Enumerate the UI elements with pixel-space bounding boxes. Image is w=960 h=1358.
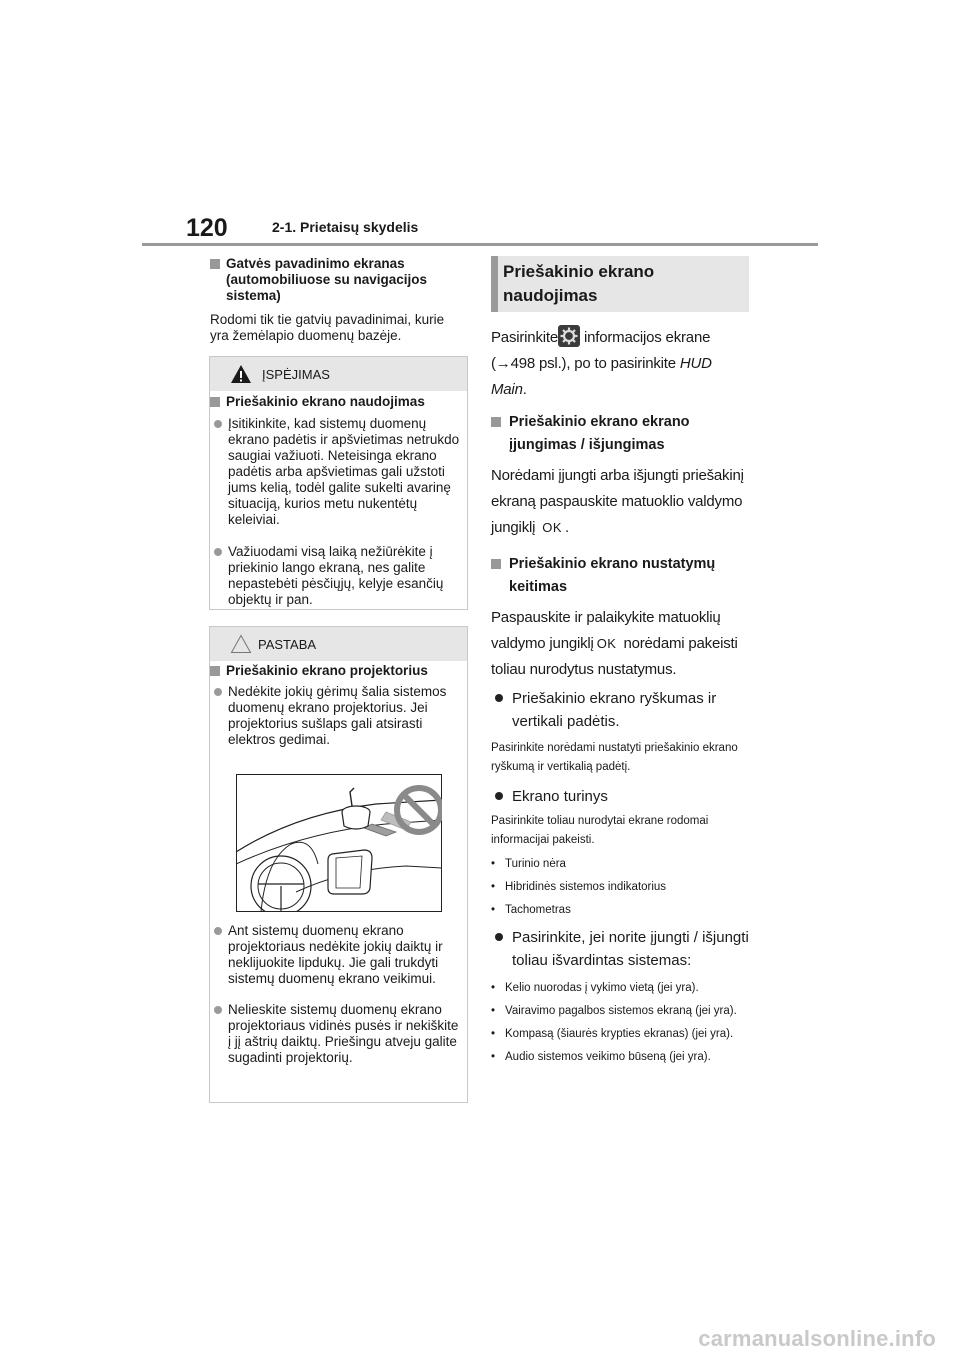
- ok-button-icon: OK: [542, 520, 563, 535]
- list-item: • Audio sistemos veikimo būseną (jei yra).: [491, 1051, 711, 1063]
- street-name-body: Rodomi tik tie gatvių pavadinimai, kurie yra žemėlapio duomenų bazėje.: [210, 312, 445, 343]
- warning-item: Važiuodami visą laiką nežiūrėkite į priekinio lango ekraną, nes galite nepastebėti pėsčiųjų, kelyje esančių objektų ir pan.: [210, 544, 460, 608]
- bullet-dot-icon: [214, 1006, 222, 1014]
- street-name-heading: Gatvės pavadinimo ekranas (automobiliuose su navigacijos sistema): [210, 256, 466, 304]
- square-bullet-icon: [210, 666, 220, 676]
- bullet-dot-icon: [214, 548, 222, 556]
- settings-text: Paspauskite ir palaikykite matuoklių valdymo jungiklį OK norėdami pakeisti toliau nurodytus nustatymus.: [491, 609, 738, 678]
- street-name-section: [210, 256, 466, 344]
- setting-item-systems: Pasirinkite, jei norite įjungti / išjungti toliau išvardintas sistemas:: [491, 926, 749, 972]
- intro-text: Pasirinkite informacijos ekrane (→498 psl.), po to pasirinkite HUD Main.: [491, 325, 749, 403]
- onoff-heading: Priešakinio ekrano ekrano įjungimas / išjungimas: [491, 411, 749, 457]
- warning-heading: Priešakinio ekrano naudojimas: [210, 394, 460, 410]
- section-title: 2-1. Prietaisų skydelis: [272, 219, 419, 235]
- notice-item: Nedėkite jokių gėrimų šalia sistemos duomenų ekrano projektorius. Jei projektorius sušlaps gali atsirasti elektros gedimai.: [210, 684, 460, 748]
- section-heading: Priešakinio ekrano naudojimas: [503, 262, 655, 305]
- right-body: [491, 325, 749, 1065]
- watermark: carmanualsonline.info: [698, 1326, 936, 1351]
- notice-heading: Priešakinio ekrano projektorius: [210, 663, 460, 679]
- warning-item: Įsitikinkite, kad sistemų duomenų ekrano padėtis ir apšvietimas netrukdo saugiai važiuoti. Neteisinga ekrano padėtis arba apšvietimas gali užstoti jums kelią, todėl galite sukelti avarinę situaciją, kurios metu nukentėtų keleiviai.: [210, 416, 460, 528]
- warning-box-header: [210, 357, 467, 391]
- warning-box: [209, 356, 468, 610]
- page-number: 120: [186, 214, 228, 242]
- content-note: Pasirinkite toliau nurodytai ekrane rodomai informacijai pakeisti.: [491, 815, 709, 846]
- content-options-list: [491, 856, 749, 918]
- bullet-dot-icon: [214, 420, 222, 428]
- square-bullet-icon: [491, 559, 501, 569]
- setting-item-content: Ekrano turinys: [491, 785, 749, 808]
- list-item: • Hibridinės sistemos indikatorius: [491, 881, 667, 893]
- list-item: • Turinio nėra: [491, 858, 566, 870]
- warning-triangle-icon: [230, 364, 252, 384]
- header-rule: [142, 243, 818, 246]
- square-bullet-icon: [210, 259, 220, 269]
- settings-heading: Priešakinio ekrano nustatymų keitimas: [491, 553, 749, 599]
- notice-box-header: [210, 627, 467, 661]
- square-bullet-icon: [491, 417, 501, 427]
- bullet-dot-icon: [495, 933, 503, 941]
- bullet-dot-icon: [495, 694, 503, 702]
- list-item: • Tachometras: [491, 904, 571, 916]
- bullet-dot-icon: [214, 927, 222, 935]
- ok-button-icon: OK: [596, 636, 617, 651]
- section-heading-box: [491, 256, 749, 312]
- bullet-dot-icon: [214, 688, 222, 696]
- warning-label: ĮSPĖJIMAS: [262, 367, 330, 382]
- list-item: • Vairavimo pagalbos sistemos ekraną (jei yra).: [491, 1005, 737, 1017]
- projector-illustration: [236, 774, 442, 912]
- notice-label: PASTABA: [258, 637, 317, 652]
- systems-list: [491, 980, 749, 1065]
- notice-item: Ant sistemų duomenų ekrano projektoriaus nedėkite jokių daiktų ir neklijuokite lipdukų. Jie gali trukdyti sistemų duomenų ekrano veikimui.: [210, 923, 460, 987]
- square-bullet-icon: [210, 397, 220, 407]
- notice-box: [209, 626, 468, 1103]
- list-item: • Kelio nuorodas į vykimo vietą (jei yra).: [491, 982, 699, 994]
- setting-item-brightness: Priešakinio ekrano ryškumas ir vertikali padėtis.: [491, 687, 749, 733]
- list-item: • Kompasą (šiaurės krypties ekranas) (jei yra).: [491, 1028, 734, 1040]
- onoff-text: Norėdami įjungti arba išjungti priešakinį ekraną paspauskite matuoklio valdymo jungiklį OK .: [491, 463, 749, 541]
- section-heading-bar: [491, 256, 498, 312]
- notice-triangle-icon: [230, 634, 252, 654]
- bullet-dot-icon: [495, 792, 503, 800]
- gear-settings-icon: [558, 325, 580, 347]
- brightness-note: Pasirinkite norėdami nustatyti priešakinio ekrano ryškumą ir vertikalią padėtį.: [491, 742, 738, 773]
- notice-item: Nelieskite sistemų duomenų ekrano projektoriaus vidinės pusės ir nekiškite į jį aštrių daiktų. Priešingu atveju galite sugadinti projektorių.: [210, 1002, 460, 1066]
